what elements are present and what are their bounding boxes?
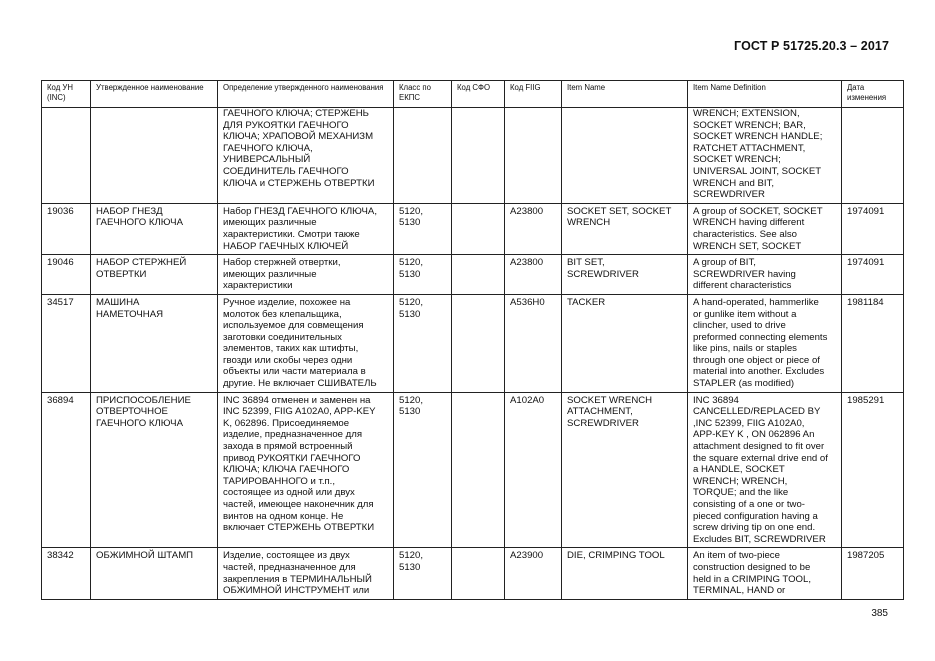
cell-date: 1981184 (842, 294, 904, 392)
cell-name: НАБОР ГНЕЗД ГАЕЧНОГО КЛЮЧА (91, 203, 218, 254)
cell-class: 5120, 5130 (394, 548, 452, 599)
col-header-item-name: Item Name (562, 81, 688, 108)
cell-sfo (452, 548, 505, 599)
cell-item-name: SOCKET SET, SOCKET WRENCH (562, 203, 688, 254)
cell-definition: Набор стержней отвертки, имеющих различные характеристики (218, 255, 394, 295)
cell-item-name: SOCKET WRENCH ATTACHMENT, SCREWDRIVER (562, 392, 688, 548)
table-row (42, 392, 904, 548)
table-header-row (42, 81, 904, 108)
cell-name: МАШИНА НАМЕТОЧНАЯ (91, 294, 218, 392)
cell-name: ОБЖИМНОЙ ШТАМП (91, 548, 218, 599)
col-header-date: Дата изменения (842, 81, 904, 108)
cell-definition: INC 36894 отменен и заменен на INC 52399, FIIG A102A0, APP-KEY K, 062896. Присоединяемое изделие, предназначенное для захода в прямой встроенный привод РУКОЯТКИ ГАЕЧНОГО КЛЮЧА; КЛЮЧА ГАЕЧНОГО ТАРИРОВАННОГО и т.п., состоящее из одной или двух частей, имеющее наконечник для винтов на одном конце. Не включает СТЕРЖЕНЬ ОТВЕРТКИ (218, 392, 394, 548)
page-number: 385 (871, 608, 888, 619)
cell-fiig: A102A0 (505, 392, 562, 548)
cell-inc: 36894 (42, 392, 91, 548)
cell-date: 1985291 (842, 392, 904, 548)
cell-item-def: A group of BIT, SCREWDRIVER having different characteristics (688, 255, 842, 295)
table-row (42, 548, 904, 599)
cell-definition: ГАЕЧНОГО КЛЮЧА; СТЕРЖЕНЬ ДЛЯ РУКОЯТКИ ГАЕЧНОГО КЛЮЧА; ХРАПОВОЙ МЕХАНИЗМ ГАЕЧНОГО КЛЮЧА, УНИВЕРСАЛЬНЫЙ СОЕДИНИТЕЛЬ ГАЕЧНОГО КЛЮЧА и СТЕРЖЕНЬ ОТВЕРТКИ (218, 108, 394, 204)
cell-inc: 38342 (42, 548, 91, 599)
cell-date: 1987205 (842, 548, 904, 599)
cell-class: 5120, 5130 (394, 392, 452, 548)
cell-item-name: DIE, CRIMPING TOOL (562, 548, 688, 599)
cell-item-def: An item of two-piece construction designed to be held in a CRIMPING TOOL, TERMINAL, HAND or (688, 548, 842, 599)
cell-sfo (452, 392, 505, 548)
cell-fiig (505, 108, 562, 204)
cell-name: НАБОР СТЕРЖНЕЙ ОТВЕРТКИ (91, 255, 218, 295)
cell-date: 1974091 (842, 203, 904, 254)
col-header-inc: Код УН (INC) (42, 81, 91, 108)
col-header-name: Утвержденное наименование (91, 81, 218, 108)
cell-class: 5120, 5130 (394, 294, 452, 392)
cell-inc: 19036 (42, 203, 91, 254)
col-header-class: Класс по ЕКПС (394, 81, 452, 108)
table-row (42, 255, 904, 295)
cell-class (394, 108, 452, 204)
cell-fiig: A23900 (505, 548, 562, 599)
cell-inc: 34517 (42, 294, 91, 392)
document-title: ГОСТ Р 51725.20.3 – 2017 (734, 39, 889, 53)
cell-item-def: WRENCH; EXTENSION, SOCKET WRENCH; BAR, SOCKET WRENCH HANDLE; RATCHET ATTACHMENT, SOCKET WRENCH; UNIVERSAL JOINT, SOCKET WRENCH and BIT, SCREWDRIVER (688, 108, 842, 204)
cell-sfo (452, 108, 505, 204)
cell-definition: Набор ГНЕЗД ГАЕЧНОГО КЛЮЧА, имеющих различные характеристики. Смотри также НАБОР ГАЕЧНЫХ КЛЮЧЕЙ (218, 203, 394, 254)
cell-item-def: A group of SOCKET, SOCKET WRENCH having different characteristics. See also WRENCH SET, SOCKET (688, 203, 842, 254)
cell-item-def: INC 36894 CANCELLED/REPLACED BY ,INC 52399, FIIG A102A0, APP-KEY K , ON 062896 An attachment designed to fit over the square external drive end of a HANDLE, SOCKET WRENCH; WRENCH, TORQUE; and the like consisting of a one or two- pieced configuration having a screw driving tip on one end. Excludes BIT, SCREWDRIVER (688, 392, 842, 548)
cell-item-def: A hand-operated, hammerlike or gunlike item without a clincher, used to drive preformed connecting elements like pins, nails or staples through one object or piece of material into another. Excludes STAPLER (as modified) (688, 294, 842, 392)
table-row (42, 203, 904, 254)
cell-name: ПРИСПОСОБЛЕНИЕ ОТВЕРТОЧНОЕ ГАЕЧНОГО КЛЮЧА (91, 392, 218, 548)
cell-inc: 19046 (42, 255, 91, 295)
col-header-definition: Определение утвержденного наименования (218, 81, 394, 108)
cell-date (842, 108, 904, 204)
col-header-item-def: Item Name Definition (688, 81, 842, 108)
cell-sfo (452, 294, 505, 392)
cell-item-name (562, 108, 688, 204)
cell-item-name: BIT SET, SCREWDRIVER (562, 255, 688, 295)
cell-inc (42, 108, 91, 204)
cell-sfo (452, 255, 505, 295)
nomenclature-table (41, 80, 904, 600)
cell-class: 5120, 5130 (394, 255, 452, 295)
table-row (42, 294, 904, 392)
cell-name (91, 108, 218, 204)
col-header-sfo: Код СФО (452, 81, 505, 108)
cell-class: 5120, 5130 (394, 203, 452, 254)
cell-definition: Ручное изделие, похожее на молоток без клепальщика, используемое для совмещения заготовки соединительных элементов, таких как штифты, гвозди или скобы через одни объекты или части материала в другие. Не включает СШИВАТЕЛЬ (218, 294, 394, 392)
cell-definition: Изделие, состоящее из двух частей, предназначенное для закрепления в ТЕРМИНАЛЬНЫЙ ОБЖИМНОЙ ИНСТРУМЕНТ или (218, 548, 394, 599)
cell-date: 1974091 (842, 255, 904, 295)
cell-fiig: A536H0 (505, 294, 562, 392)
table-row (42, 108, 904, 204)
cell-fiig: A23800 (505, 203, 562, 254)
cell-item-name: TACKER (562, 294, 688, 392)
cell-sfo (452, 203, 505, 254)
col-header-fiig: Код FIIG (505, 81, 562, 108)
cell-fiig: A23800 (505, 255, 562, 295)
